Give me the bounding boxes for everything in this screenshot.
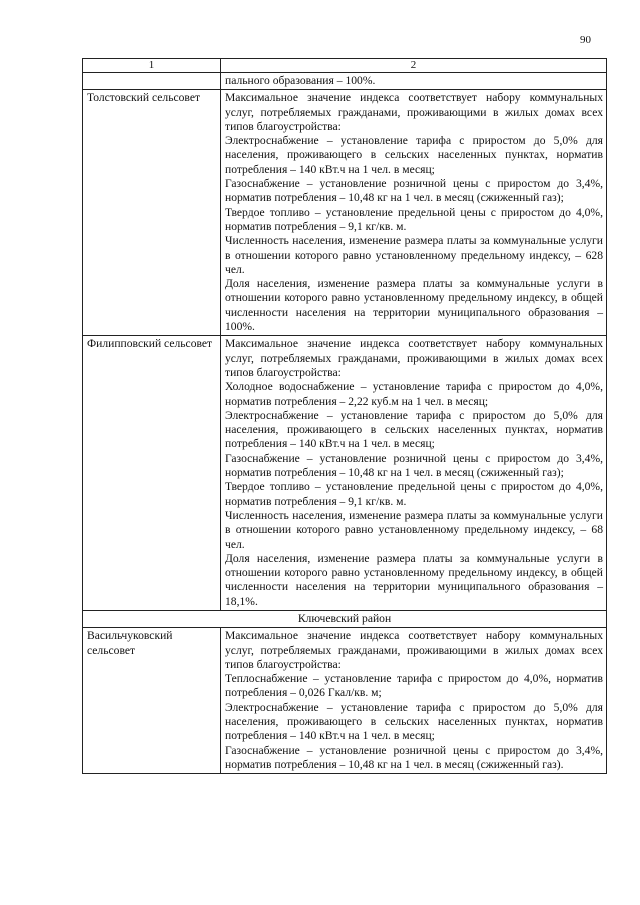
- column-number-1: 1: [83, 59, 221, 73]
- description-paragraph: Твердое топливо – установление предельной цены с приростом до 4,0%, норматив потребления – 9,1 кг/кв. м.: [225, 480, 603, 508]
- description-paragraph: Электроснабжение – установление тарифа с приростом до 5,0% для населения, проживающего в сельских населенных пунктах, норматив потребления – 140 кВт.ч на 1 чел. в месяц;: [225, 700, 603, 743]
- description-paragraph: Твердое топливо – установление предельной цены с приростом до 4,0%, норматив потребления – 9,1 кг/кв. м.: [225, 205, 603, 233]
- description-paragraph: Доля населения, изменение размера платы за коммунальные услуги в отношении которого равно установленному предельному индексу, в общей численности населения на территории муниципального образования – 100%.: [225, 277, 603, 334]
- municipality-name: [83, 73, 221, 90]
- index-description: [221, 628, 607, 774]
- table-row: [83, 336, 607, 611]
- column-number-row: [83, 59, 607, 73]
- description-paragraph: Электроснабжение – установление тарифа с приростом до 5,0% для населения, проживающего в сельских населенных пунктах, норматив потребления – 140 кВт.ч на 1 чел. в месяц;: [225, 408, 603, 451]
- description-paragraph: Теплоснабжение – установление тарифа с приростом до 4,0%, норматив потребления – 0,026 Гкал/кв. м;: [225, 672, 603, 700]
- section-title: Ключевский район: [83, 610, 607, 627]
- description-paragraph: Газоснабжение – установление розничной цены с приростом до 3,4%, норматив потребления – 10,48 кг на 1 чел. в месяц (сжиженный газ).: [225, 743, 603, 771]
- description-paragraph: Максимальное значение индекса соответствует набору коммунальных услуг, потребляемых гражданами, проживающими в жилых домах всех типов благоустройства:: [225, 91, 603, 133]
- description-paragraph: Электроснабжение – установление тарифа с приростом до 5,0% для населения, проживающего в сельских населенных пунктах, норматив потребления – 140 кВт.ч на 1 чел. в месяц;: [225, 134, 603, 176]
- description-paragraph: Численность населения, изменение размера платы за коммунальные услуги в отношении которого равно установленному предельному индексу, – 628 чел.: [225, 234, 603, 276]
- index-description: [221, 90, 607, 336]
- table-row: [83, 628, 607, 774]
- description-paragraph: Максимальное значение индекса соответствует набору коммунальных услуг, потребляемых гражданами, проживающими в жилых домах всех типов благоустройства:: [225, 629, 603, 671]
- table-row: [83, 90, 607, 336]
- description-paragraph: Холодное водоснабжение – установление тарифа с приростом до 4,0%, норматив потребления – 2,22 куб.м на 1 чел. в месяц;: [225, 380, 603, 408]
- description-paragraph: Максимальное значение индекса соответствует набору коммунальных услуг, потребляемых гражданами, проживающими в жилых домах всех типов благоустройства:: [225, 337, 603, 379]
- municipality-name: Васильчуковский сельсовет: [83, 628, 221, 774]
- municipality-name: Филипповский сельсовет: [83, 336, 221, 611]
- description-paragraph: пального образования – 100%.: [225, 74, 376, 87]
- description-paragraph: Численность населения, изменение размера платы за коммунальные услуги в отношении которого равно установленному предельному индексу, – 68 чел.: [225, 508, 603, 551]
- tariff-index-table: [82, 58, 607, 774]
- municipality-name: Толстовский сельсовет: [83, 90, 221, 336]
- column-number-2: 2: [221, 59, 607, 73]
- description-paragraph: Доля населения, изменение размера платы за коммунальные услуги в отношении которого равно установленному предельному индексу, в общей численности населения на территории муниципального образования – 18,1%.: [225, 551, 603, 608]
- description-paragraph: Газоснабжение – установление розничной цены с приростом до 3,4%, норматив потребления – 10,48 кг на 1 чел. в месяц (сжиженный газ);: [225, 451, 603, 480]
- table-row: [83, 73, 607, 90]
- table-body: [83, 73, 607, 774]
- description-paragraph: Газоснабжение – установление розничной цены с приростом до 3,4%, норматив потребления – 10,48 кг на 1 чел. в месяц (сжиженный газ);: [225, 177, 603, 205]
- page-number: 90: [580, 34, 591, 46]
- index-description: [221, 73, 607, 90]
- index-description: [221, 336, 607, 611]
- section-header-row: [83, 610, 607, 627]
